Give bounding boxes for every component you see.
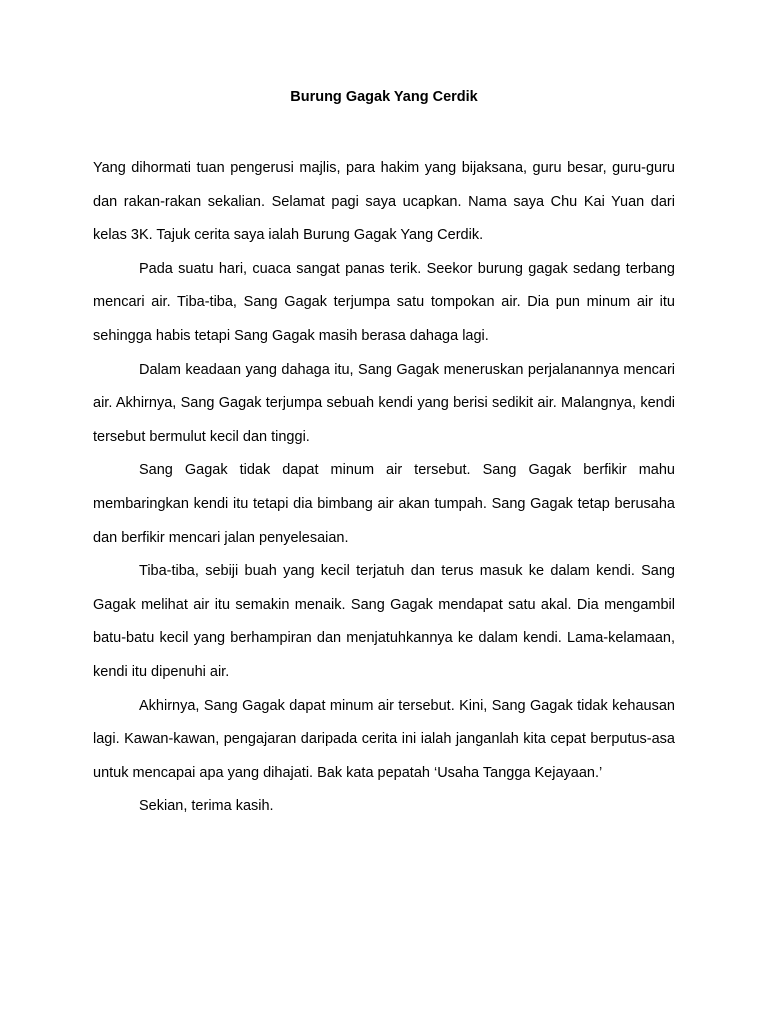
paragraph-cannot-drink: Sang Gagak tidak dapat minum air tersebut. Sang Gagak berfikir mahu membaringkan kendi itu tetapi dia bimbang air akan tumpah. Sang Gagak tetap berusaha dan berfikir mencari jalan penyelesaian. [93, 462, 675, 546]
paragraph-greeting: Yang dihormati tuan pengerusi majlis, para hakim yang bijaksana, guru besar, guru-guru dan rakan-rakan sekalian. Selamat pagi saya ucapkan. Nama saya Chu Kai Yuan dari kelas 3K. Tajuk cerita saya ialah Burung Gagak Yang Cerdik. [93, 160, 675, 244]
paragraph-pebbles-idea: Tiba-tiba, sebiji buah yang kecil terjatuh dan terus masuk ke dalam kendi. Sang Gagak melihat air itu semakin menaik. Sang Gagak mendapat satu akal. Dia mengambil batu-batu kecil yang berhampiran dan menjatuhkannya ke dalam kendi. Lama-kelamaan, kendi itu dipenuhi air. [93, 563, 675, 680]
document-body [93, 152, 675, 824]
document-title: Burung Gagak Yang Cerdik [290, 89, 478, 105]
paragraph-found-jar: Dalam keadaan yang dahaga itu, Sang Gagak meneruskan perjalanannya mencari air. Akhirnya, Sang Gagak terjumpa sebuah kendi yang berisi sedikit air. Malangnya, kendi tersebut bermulut kecil dan tinggi. [93, 361, 675, 445]
paragraph-closing: Sekian, terima kasih. [139, 798, 274, 815]
paragraph-moral: Akhirnya, Sang Gagak dapat minum air tersebut. Kini, Sang Gagak tidak kehausan lagi. Kawan-kawan, pengajaran daripada cerita ini ialah janganlah kita cepat berputus-asa untuk mencapai apa yang dihajati. Bak kata pepatah ‘Usaha Tangga Kejayaan.’ [93, 697, 675, 781]
paragraph-hot-day: Pada suatu hari, cuaca sangat panas terik. Seekor burung gagak sedang terbang mencari air. Tiba-tiba, Sang Gagak terjumpa satu tompokan air. Dia pun minum air itu sehingga habis tetapi Sang Gagak masih berasa dahaga lagi. [93, 260, 675, 344]
